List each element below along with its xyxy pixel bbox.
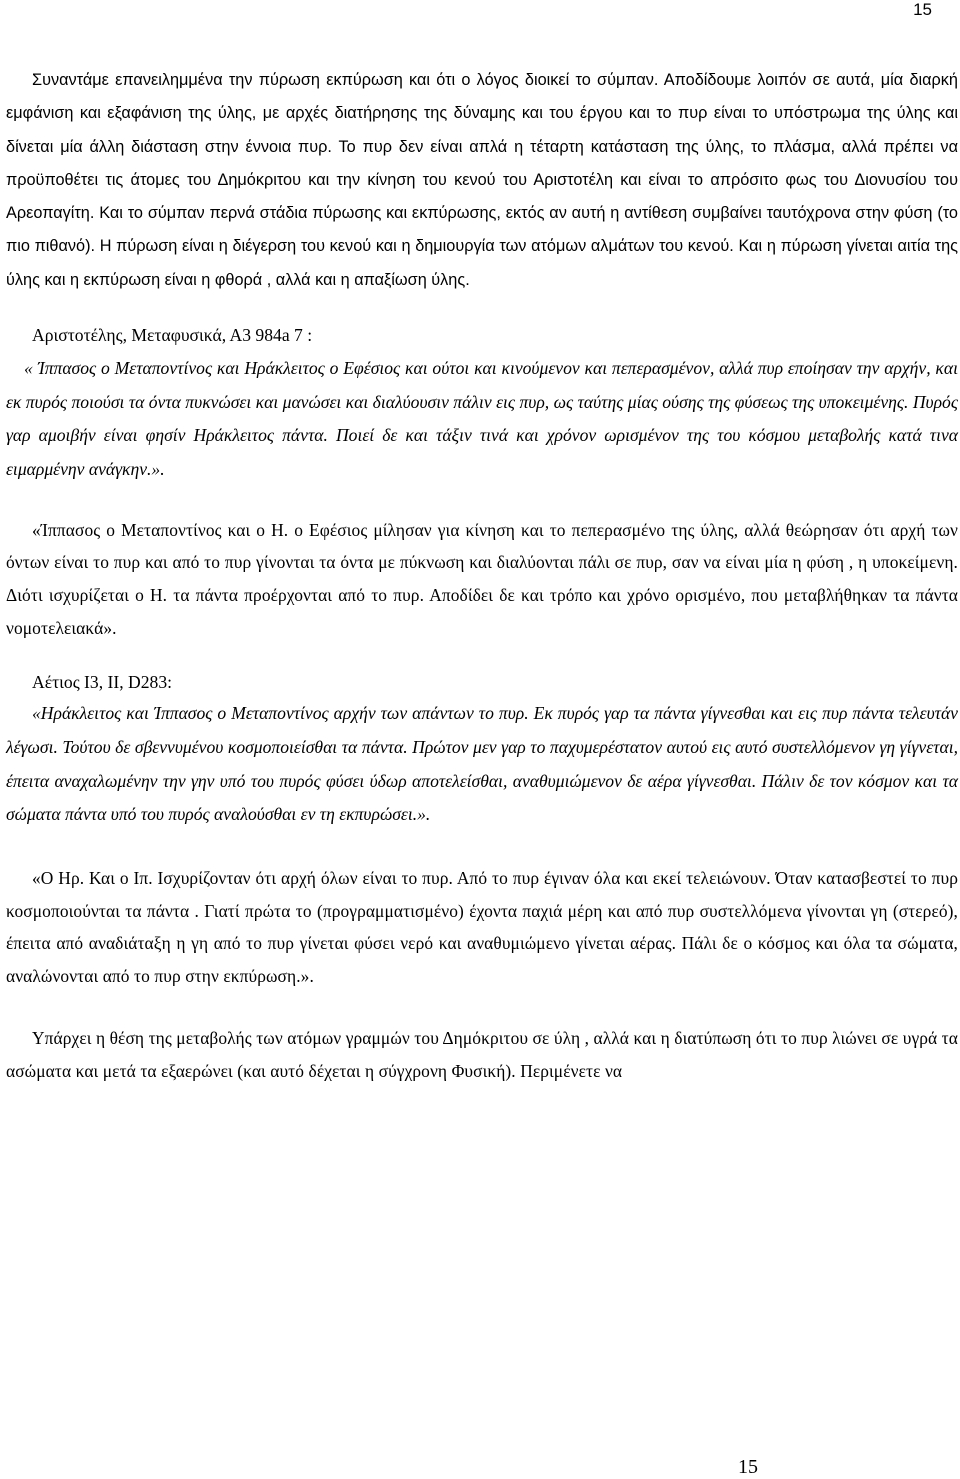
document-body	[6, 64, 958, 1088]
citation-heading-aristotle: Αριστοτέλης, Μεταφυσικά, Α3 984a 7 :	[32, 325, 313, 346]
page-number-top: 15	[913, 0, 932, 19]
paragraph-aetius-translation: «Ο Ηρ. Και ο Ιπ. Ισχυρίζονταν ότι αρχή όλων είναι το πυρ. Από το πυρ έγιναν όλα και εκεί τελειώνουν. Όταν κατασβεστεί το πυρ κοσμοποιούνται τα πάντα . Γιατί πρώτα το (προγραμματισμένο) έχοντα παχιά μέρη και από πυρ συστελλόμενα γίνονται γη (στερεό), έπειτα από αναδιάταξη η γη από το πυρ γίνεται φύσει νερό και αναθυμιώμενο γίνεται αέρας. Πάλι δε ο κόσμος και όλα τα σώματα, αναλώνονται από το πυρ στην εκπύρωση.».	[6, 868, 958, 986]
paragraph-intro: Συναντάμε επανειλημμένα την πύρωση εκπύρωση και ότι ο λόγος διοικεί το σύμπαν. Αποδίδουμε λοιπόν σε αυτά, μία διαρκή εμφάνιση και εξαφάνιση της ύλης, με αρχές διατήρησης της δύναμης και του έργου και το πυρ είναι το υπόστρωμα της ύλης και δίνεται μία άλλη διάσταση στην έννοια πυρ. Το πυρ δεν είναι απλά η τέταρτη κατάσταση της ύλης, το πλάσμα, αλλά πρέπει να προϋποθέτει τις άτομες του Δημόκριτου και την κίνηση του κενού του Αριστοτέλη και είναι το απρόσιτο φως του Διονυσίου του Αρεοπαγίτη. Και το σύμπαν περνά στάδια πύρωσης και εκπύρωσης, εκτός αν αυτή η αντίθεση συμβαίνει ταυτόχρονα στην φύση (το πιο πιθανό). Η πύρωση είναι η διέγερση του κενού και η δημιουργία των ατόμων αλμάτων του κενού. Και η πύρωση γίνεται αιτία της ύλης και η εκπύρωση είναι η φθορά , αλλά και η απαξίωση ύλης.	[6, 71, 958, 289]
quote-aristotle: « Ίππασος ο Μεταποντίνος και Ηράκλειτος ο Εφέσιος και ούτοι και κινούμενον και πεπερασμένον, αλλά πυρ εποίησαν την αρχήν, και εκ πυρός ποιούσι τα όντα πυκνώσει και μανώσει και διαλύουσιν πάλιν εις πυρ, ως ταύτης μίας ούσης της φύσεως της υποκειμένης. Πυρός γαρ αμοιβήν είναι φησίν Ηράκλειτος πάντα. Ποιεί δε και τάξιν τινά και χρόνον ωρισμένον της του κόσμου μεταβολής κατά τινα ειμαρμένην ανάγκην.».	[6, 358, 958, 480]
citation-heading-aetius: Αέτιος Ι3, ΙΙ, D283:	[32, 672, 173, 693]
quote-aetius: «Ηράκλειτος και Ίππασος ο Μεταποντίνος αρχήν των απάντων το πυρ. Εκ πυρός γαρ τα πάντα γίγνεσθαι και εις πυρ πάντα τελευτάν λέγωσι. Τούτου δε σβεννυμένου κοσμοποιείσθαι τα πάντα. Πρώτον μεν γαρ το παχυμερέστατον αυτού εις αυτό συστελλόμενον γη γίγνεται, έπειτα αναχαλωμένην την γην υπό του πυρός φύσει ύδωρ αποτελείσθαι, αναθυμιώμενον δε αέρα γίγνεσθαι. Πάλιν δε τον κόσμον και τα σώματα πάντα υπό του πυρός αναλούσθαι εν τη εκπυρώσει.».	[6, 703, 958, 825]
paragraph-aristotle-translation: «Ίππασος ο Μεταποντίνος και ο Η. ο Εφέσιος μίλησαν για κίνηση και το πεπερασμένο της ύλης, αλλά θεώρησαν ότι αρχή των όντων είναι το πυρ και από το πυρ γίνονται τα όντα με πύκνωση και διαλύονται πάλι σε πυρ, σαν να είναι μία η φύση , η υποκείμενη. Διότι ισχυρίζεται ο Η. τα πάντα προέρχονται από το πυρ. Αποδίδει δε και τρόπο και χρόνο ορισμένο, που μεταβλήθηκαν τα πάντα νομοτελειακά».	[6, 519, 958, 638]
paragraph-democritus: Υπάρχει η θέση της μεταβολής των ατόμων γραμμών του Δημόκριτου σε ύλη , αλλά και η διατύπωση ότι το πυρ λιώνει σε υγρά τα ασώματα και μετά τα εξαερώνει (και αυτό δέχεται η σύγχρονη Φυσική). Περιμένετε να	[6, 1028, 958, 1082]
page-number-bottom: 15	[738, 1456, 758, 1478]
